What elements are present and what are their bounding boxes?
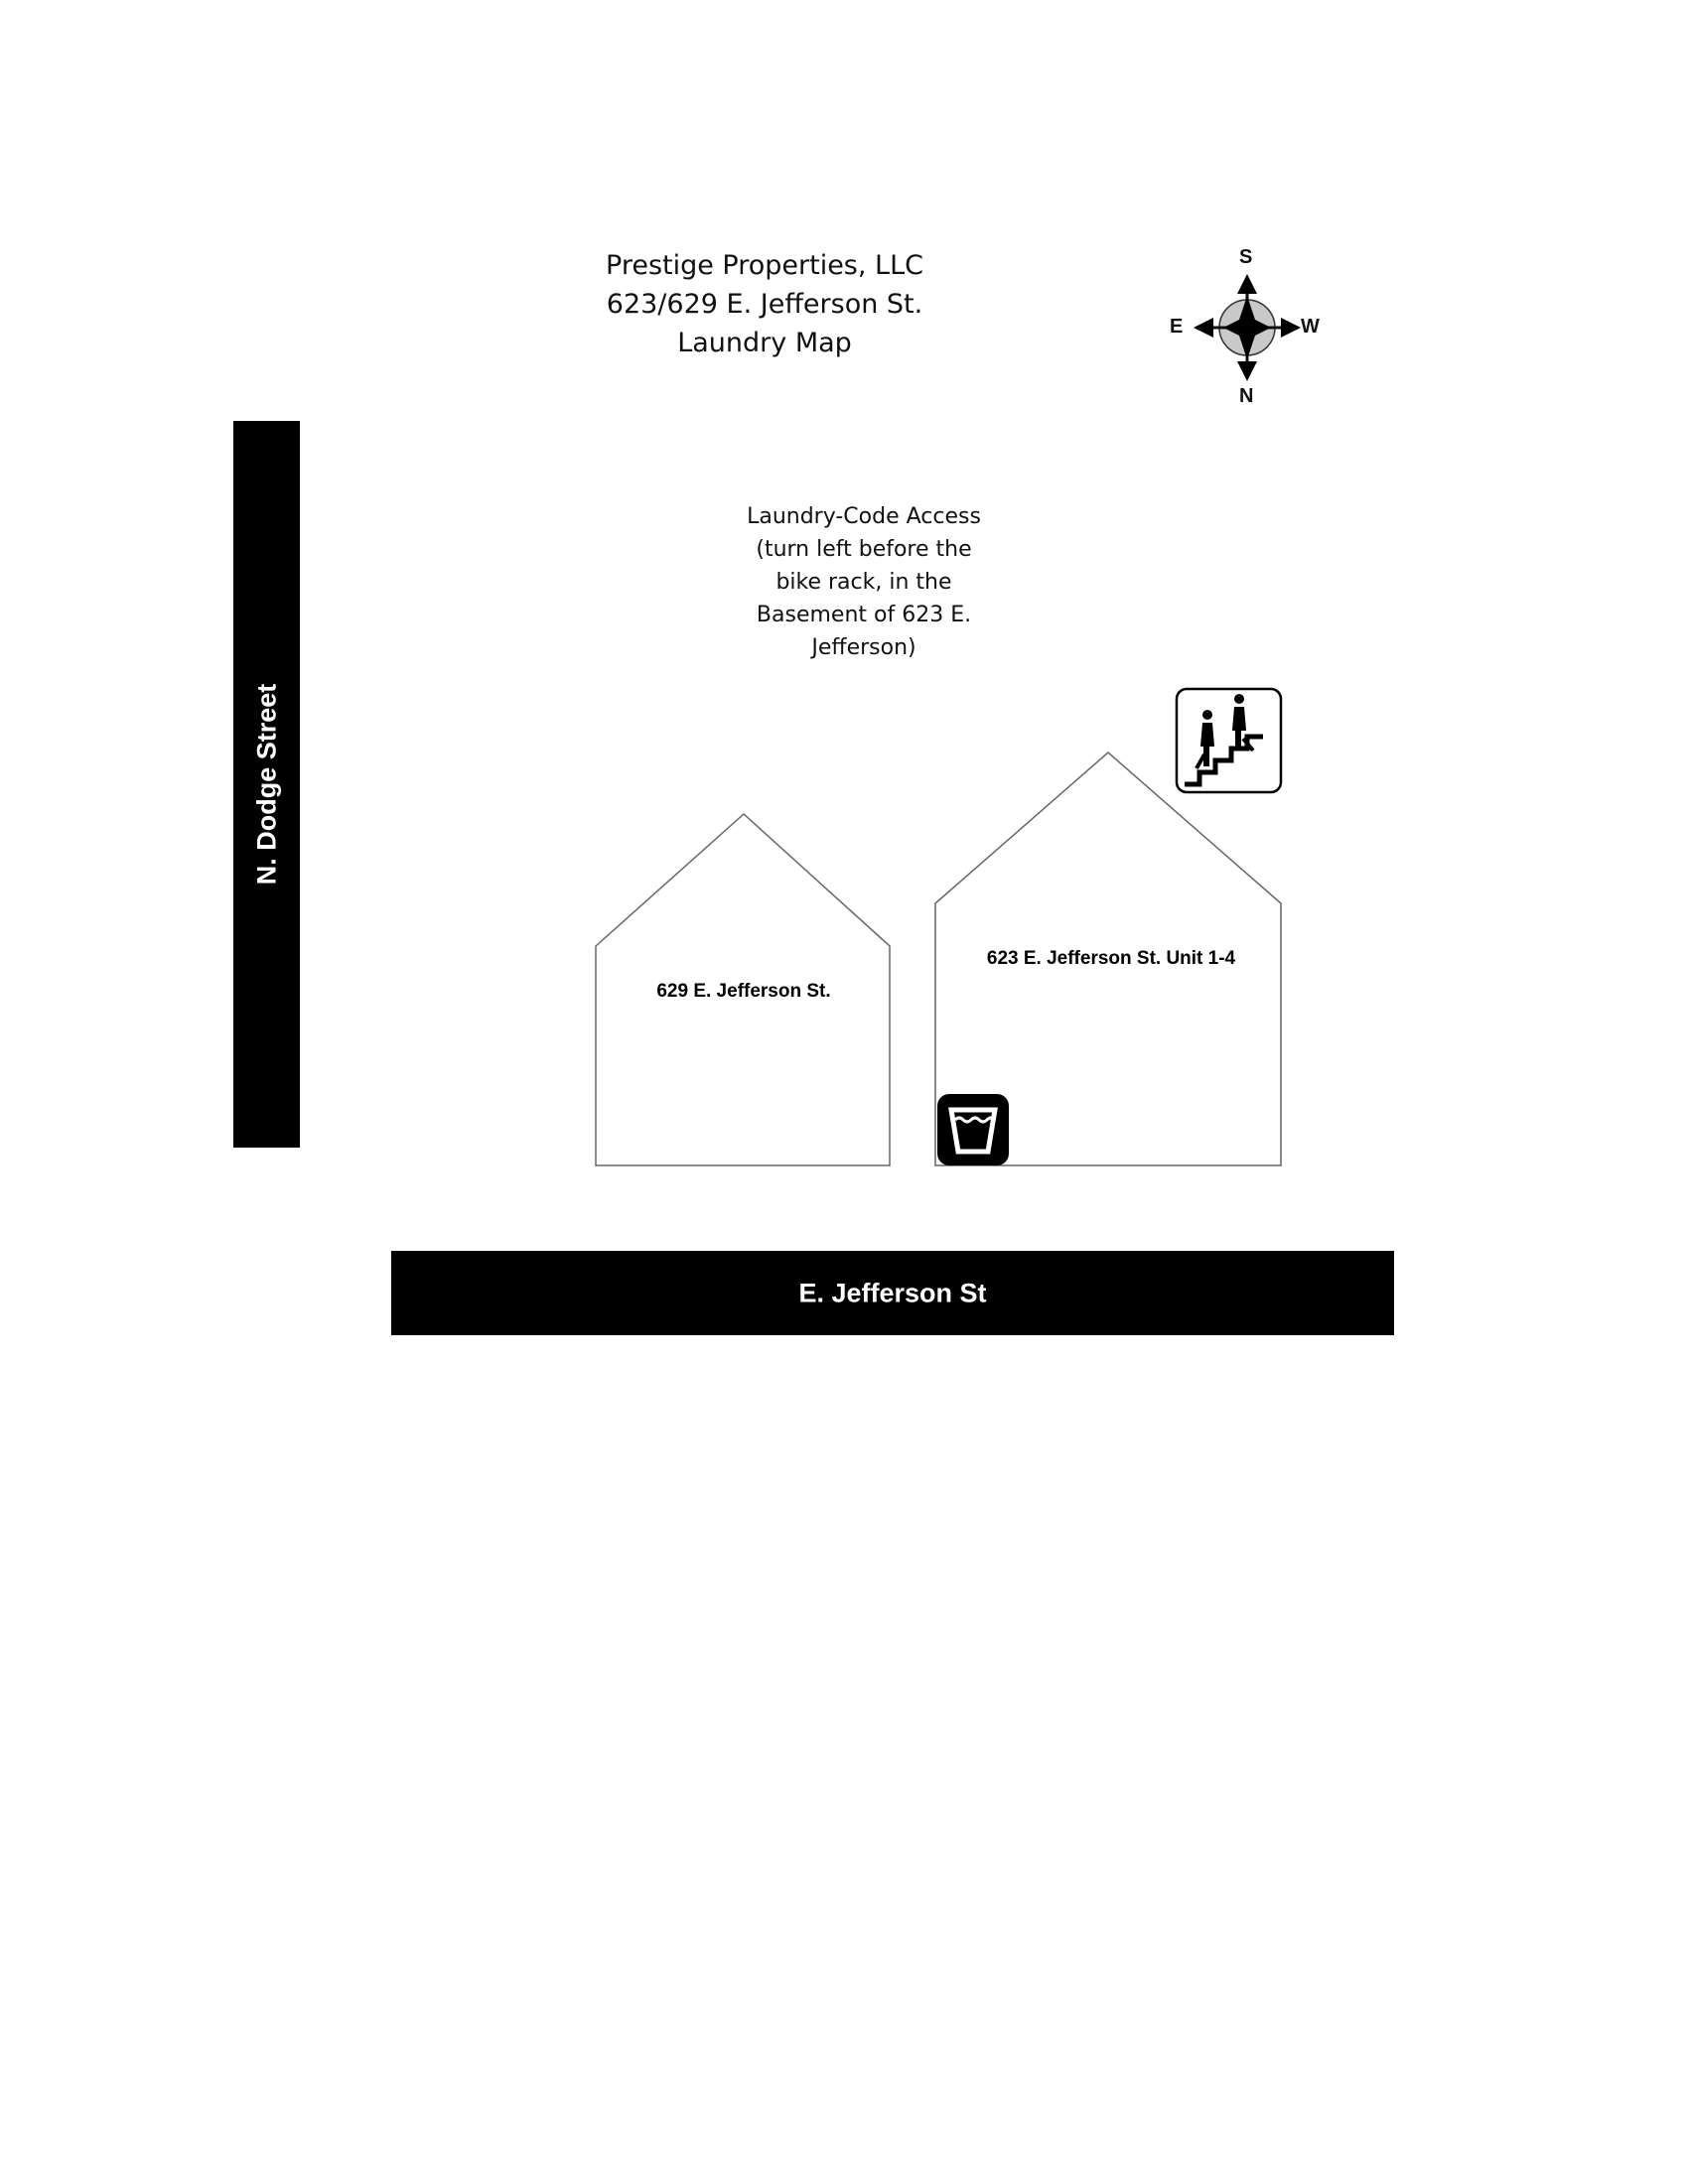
compass-arrow-n-icon	[1237, 361, 1257, 381]
building-623-label: 623 E. Jefferson St. Unit 1-4	[986, 948, 1236, 969]
title-company: Prestige Properties, LLC	[606, 250, 923, 281]
title-address: 623/629 E. Jefferson St.	[606, 289, 923, 320]
compass-arrow-e-icon	[1194, 318, 1213, 338]
access-note-line: (turn left before the	[756, 537, 972, 562]
access-note-line: Basement of 623 E.	[756, 603, 972, 627]
compass-arrow-s-icon	[1237, 274, 1257, 294]
access-note-line: Jefferson)	[811, 635, 916, 660]
stairs-icon	[1177, 689, 1281, 792]
building-629-label: 629 E. Jefferson St.	[656, 981, 831, 1002]
street-e-jefferson-label: E. Jefferson St	[798, 1278, 987, 1307]
access-note-line: Laundry-Code Access	[747, 504, 981, 529]
compass-label-n: N	[1239, 385, 1254, 407]
compass-arrow-w-icon	[1281, 318, 1301, 338]
compass-label-w: W	[1301, 316, 1320, 338]
compass-label-e: E	[1170, 316, 1184, 338]
compass-rose-icon	[1194, 274, 1301, 381]
access-note-line: bike rack, in the	[775, 570, 952, 595]
street-n-dodge-label: N. Dodge Street	[251, 683, 281, 886]
laundry-water-icon	[937, 1094, 1009, 1165]
compass-label-s: S	[1239, 246, 1253, 268]
title-map-name: Laundry Map	[677, 328, 852, 358]
